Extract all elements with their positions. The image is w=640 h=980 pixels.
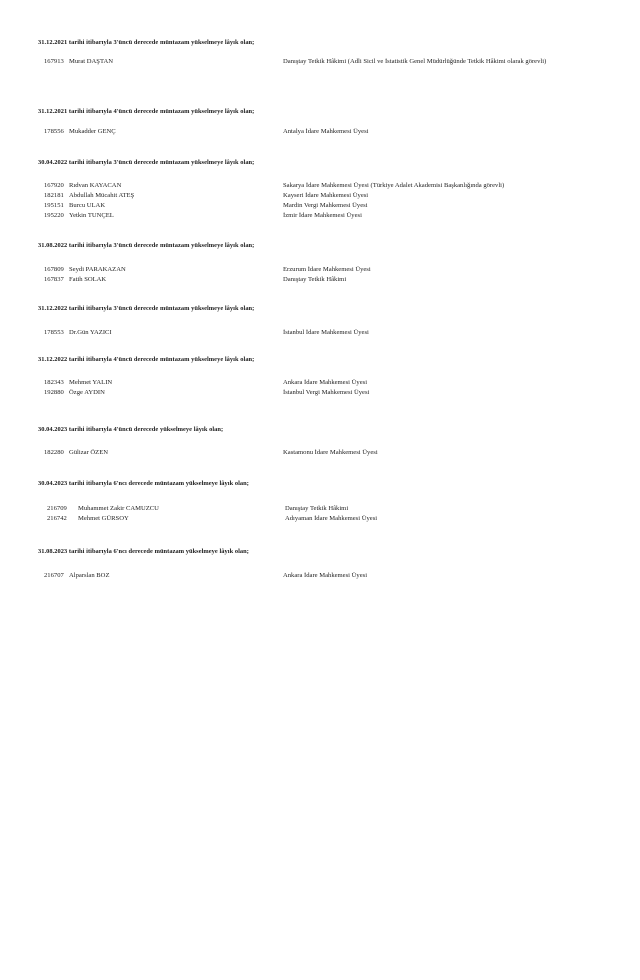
registry-number: 195151 xyxy=(44,202,64,209)
position-text: İzmir İdare Mahkemesi Üyesi xyxy=(283,212,362,219)
registry-number: 182280 xyxy=(44,449,64,456)
position-text: Danıştay Tetkik Hâkimi xyxy=(283,276,347,283)
position-text: Erzurum İdare Mahkemesi Üyesi xyxy=(283,266,371,273)
position-text: Mardin Vergi Mahkemesi Üyesi xyxy=(283,202,368,209)
registry-number: 216707 xyxy=(44,572,64,579)
position-text: Ankara İdare Mahkemesi Üyesi xyxy=(283,379,368,386)
person-name: Gülizar ÖZEN xyxy=(69,449,108,456)
registry-number: 178553 xyxy=(44,329,64,336)
position-text: Danıştay Tetkik Hâkimi xyxy=(285,505,349,512)
person-name: Murat DAŞTAN xyxy=(69,58,113,65)
person-name: Mukadder GENÇ xyxy=(69,128,116,135)
position-text: Antalya İdare Mahkemesi Üyesi xyxy=(283,128,369,135)
registry-number: 178556 xyxy=(44,128,64,135)
position-text: Adıyaman İdare Mahkemesi Üyesi xyxy=(285,515,378,522)
section-heading: 31.08.2023 tarihi itibarıyla 6'ncı derecede müntazam yükselmeye lâyık olan; xyxy=(38,548,249,555)
person-name: Muhammet Zakir CAMUZCU xyxy=(78,505,159,512)
person-name: Mehmet YALIN xyxy=(69,379,113,386)
registry-number: 167913 xyxy=(44,58,64,65)
position-text: Kastamonu İdare Mahkemesi Üyesi xyxy=(283,449,378,456)
section-heading: 30.04.2022 tarihi itibarıyla 3'üncü derecede müntazam yükselmeye lâyık olan; xyxy=(38,159,255,166)
person-name: Alparslan BOZ xyxy=(69,572,110,579)
person-name: Fatih SOLAK xyxy=(69,276,107,283)
person-name: Seydi PARAKAZAN xyxy=(69,266,126,273)
position-text: Danıştay Tetkik Hâkimi (Adli Sicil ve İstatistik Genel Müdürlüğünde Tetkik Hâkimi olarak görevli) xyxy=(283,58,547,65)
position-text: İstanbul İdare Mahkemesi Üyesi xyxy=(283,329,369,336)
section-heading: 30.04.2023 tarihi itibarıyla 6'ncı derecede müntazam yükselmeye lâyık olan; xyxy=(38,480,249,487)
registry-number: 167837 xyxy=(44,276,64,283)
section-heading: 31.12.2022 tarihi itibarıyla 3'üncü derecede müntazam yükselmeye lâyık olan; xyxy=(38,305,255,312)
registry-number: 216709 xyxy=(47,505,67,512)
person-name: Burcu ULAK xyxy=(69,202,106,209)
section-heading: 31.08.2022 tarihi itibarıyla 3'üncü derecede müntazam yükselmeye lâyık olan; xyxy=(38,242,255,249)
registry-number: 195220 xyxy=(44,212,64,219)
registry-number: 192880 xyxy=(44,389,64,396)
registry-number: 167920 xyxy=(44,182,64,189)
section-heading: 31.12.2021 tarihi itibarıyla 3'üncü derecede müntazam yükselmeye lâyık olan; xyxy=(38,39,255,46)
person-name: Abdullah Mücahit ATEŞ xyxy=(69,192,135,199)
section-heading: 31.12.2022 tarihi itibarıyla 4'üncü derecede müntazam yükselmeye lâyık olan; xyxy=(38,356,255,363)
registry-number: 182181 xyxy=(44,192,64,199)
section-heading: 31.12.2021 tarihi itibarıyla 4'üncü derecede müntazam yükselmeye lâyık olan; xyxy=(38,108,255,115)
person-name: Rıdvan KAYACAN xyxy=(69,182,122,189)
person-name: Yetkin TUNÇEL xyxy=(69,212,114,219)
registry-number: 216742 xyxy=(47,515,67,522)
person-name: Özge AYDIN xyxy=(69,389,105,396)
registry-number: 167809 xyxy=(44,266,64,273)
position-text: Ankara İdare Mahkemesi Üyesi xyxy=(283,572,368,579)
position-text: Kayseri İdare Mahkemesi Üyesi xyxy=(283,192,369,199)
position-text: Sakarya İdare Mahkemesi Üyesi (Türkiye Adalet Akademisi Başkanlığında görevli) xyxy=(283,182,505,189)
person-name: Mehmet GÜRSOY xyxy=(78,515,129,522)
position-text: İstanbul Vergi Mahkemesi Üyesi xyxy=(283,389,370,396)
person-name: Dr.Gün YAZICI xyxy=(69,329,112,336)
section-heading: 30.04.2023 tarihi itibarıyla 4'üncü derecede yükselmeye lâyık olan; xyxy=(38,426,224,433)
registry-number: 182343 xyxy=(44,379,64,386)
